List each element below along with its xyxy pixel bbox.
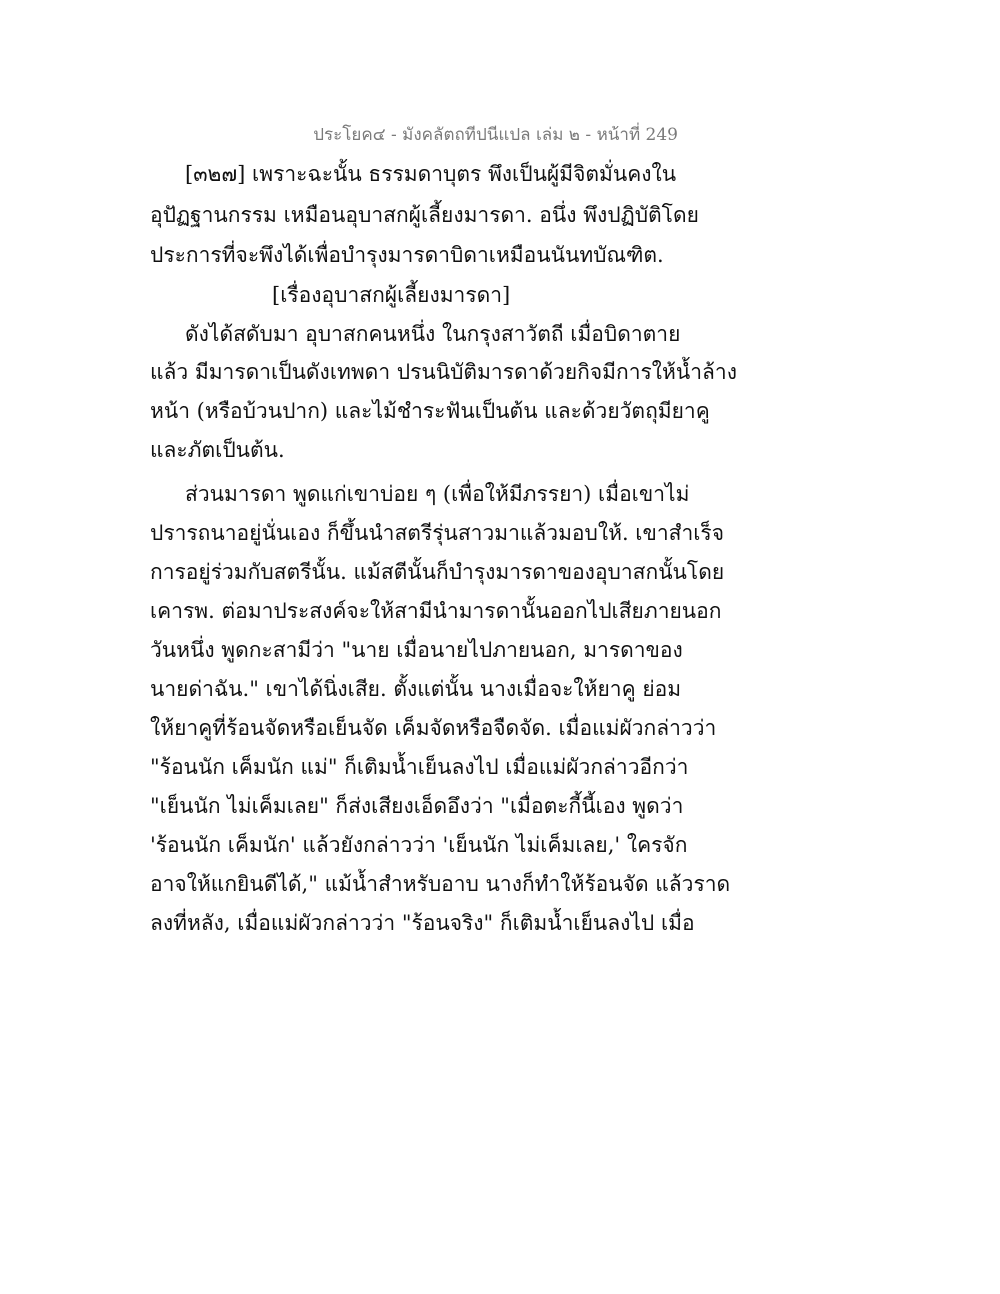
text-line: อาจให้แกยินดีได้," แม้น้ำสำหรับอาบ นางก็ทำให้ร้อนจัด แล้วราด — [150, 872, 731, 896]
text-line: "ร้อนนัก เค็มนัก แม่" ก็เติมน้ำเย็นลงไป เมื่อแม่ผัวกล่าวอีกว่า — [150, 755, 689, 779]
text-line: ให้ยาคูที่ร้อนจัดหรือเย็นจัด เค็มจัดหรือจืดจัด. เมื่อแม่ผัวกล่าวว่า — [150, 716, 717, 740]
text-line: "เย็นนัก ไม่เค็มเลย" ก็ส่งเสียงเอ็ดอึงว่า "เมื่อตะกี้นี้เอง พูดว่า — [150, 794, 684, 818]
text-line: ลงที่หลัง, เมื่อแม่ผัวกล่าวว่า "ร้อนจริง" ก็เติมน้ำเย็นลงไป เมื่อ — [150, 911, 695, 935]
text-line: 'ร้อนนัก เค็มนัก' แล้วยังกล่าวว่า 'เย็นนัก ไม่เค็มเลย,' ใครจัก — [150, 833, 688, 857]
page-header: ประโยค๔ - มังคลัตถทีปนีแปล เล่ม ๒ - หน้าที่ 249 — [313, 125, 678, 145]
text-line: ปรารถนาอยู่นั่นเอง ก็ขึ้นนำสตรีรุ่นสาวมาแล้วมอบให้. เขาสำเร็จ — [150, 521, 724, 545]
text-line: [๓๒๗] เพราะฉะนั้น ธรรมดาบุตร พึงเป็นผู้มีจิตมั่นคงใน — [185, 162, 677, 186]
text-line: อุปัฏฐานกรรม เหมือนอุบาสกผู้เลี้ยงมารดา. อนึ่ง พึงปฏิบัติโดย — [150, 203, 699, 227]
text-line: หน้า (หรือบ้วนปาก) และไม้ชำระฟันเป็นต้น และด้วยวัตถุมียาคู — [150, 399, 710, 423]
text-line: แล้ว มีมารดาเป็นดังเทพดา ปรนนิบัติมารดาด้วยกิจมีการให้น้ำล้าง — [150, 360, 737, 384]
text-line: การอยู่ร่วมกับสตรีนั้น. แม้สตีนั้นก็บำรุงมารดาของอุบาสกนั้นโดย — [150, 560, 725, 584]
text-line: ดังได้สดับมา อุบาสกคนหนึ่ง ในกรุงสาวัตถี เมื่อบิดาตาย — [185, 322, 681, 346]
text-line: วันหนึ่ง พูดกะสามีว่า "นาย เมื่อนายไปภายนอก, มารดาของ — [150, 638, 683, 662]
text-line: เคารพ. ต่อมาประสงค์จะให้สามีนำมารดานั้นออกไปเสียภายนอก — [150, 599, 722, 623]
section-title: [เรื่องอุบาสกผู้เลี้ยงมารดา] — [272, 283, 511, 307]
text-line: ส่วนมารดา พูดแก่เขาบ่อย ๆ (เพื่อให้มีภรรยา) เมื่อเขาไม่ — [185, 482, 690, 506]
text-line: ประการที่จะพึงได้เพื่อบำรุงมารดาบิดาเหมือนนันทบัณฑิต. — [150, 243, 664, 267]
text-line: นายด่าฉัน." เขาได้นิ่งเสีย. ตั้งแต่นั้น นางเมื่อจะให้ยาคู ย่อม — [150, 677, 682, 701]
text-line: และภัตเป็นต้น. — [150, 438, 285, 462]
